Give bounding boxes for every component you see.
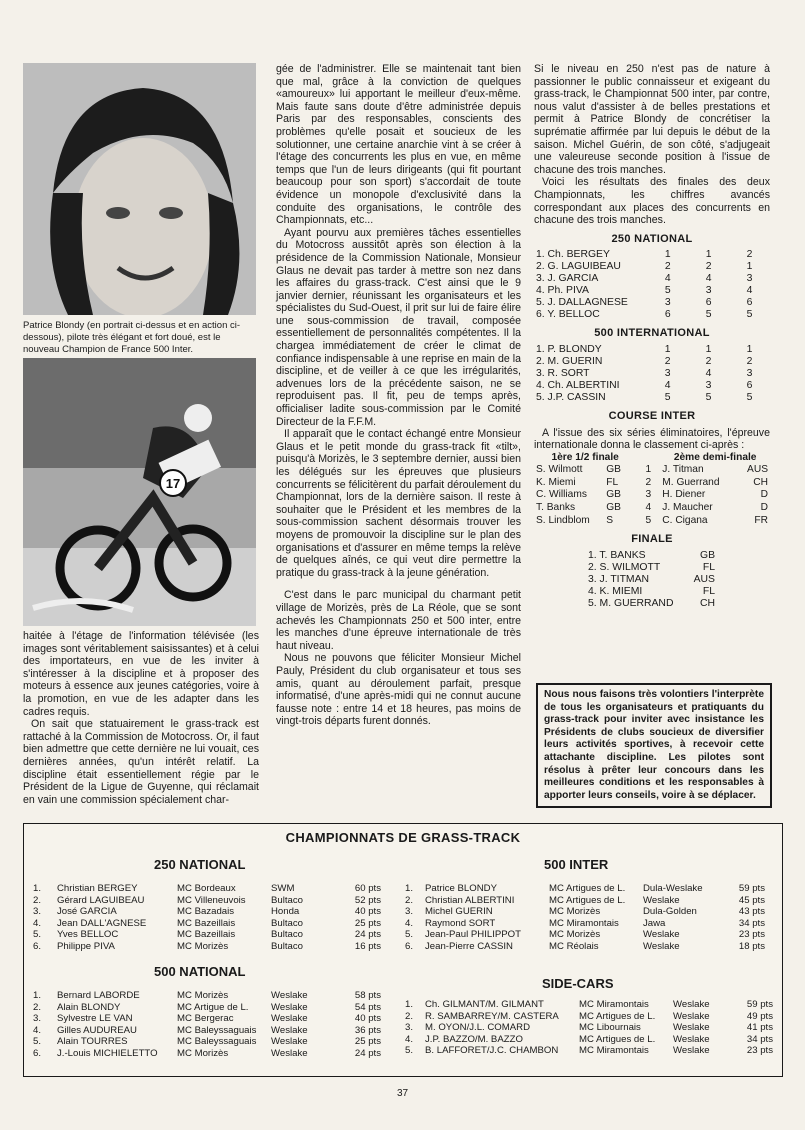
- standing-rank: 2.: [33, 1001, 42, 1013]
- table-row: [534, 502, 770, 515]
- semi-1-country: S: [606, 514, 614, 526]
- heat-3-place: 5: [746, 309, 753, 321]
- table-row: [534, 380, 770, 392]
- standing-club: MC Bergerac: [177, 1013, 234, 1024]
- table-row: [32, 1002, 382, 1014]
- standing-machine: Bultaco: [271, 894, 303, 906]
- standing-rank: 1.: [33, 883, 42, 894]
- semi-2-heading: 2ème demi-finale: [673, 451, 757, 463]
- standing-rider: Christian ALBERTINI: [425, 894, 515, 906]
- table-row: [32, 895, 382, 907]
- standing-rank: 2.: [405, 1010, 414, 1022]
- heat-2-place: 2: [705, 355, 712, 367]
- standing-points: 54 pts: [354, 1001, 381, 1013]
- standing-machine: Weslake: [673, 1010, 710, 1022]
- heat-3-place: 3: [746, 273, 753, 285]
- portrait-photo: [23, 63, 256, 315]
- semi-2-rider: H. Diener: [662, 489, 706, 501]
- standing-rank: 3.: [405, 906, 414, 917]
- standing-points: 24 pts: [354, 929, 381, 940]
- table-row: [32, 918, 382, 930]
- standing-club: MC Morizès: [549, 929, 601, 940]
- standing-machine: Dula-Weslake: [643, 883, 703, 894]
- standing-rider: Patrice BLONDY: [425, 883, 497, 894]
- finale-rider: 4. K. MIEMI: [588, 585, 643, 597]
- standing-rider: Gérard LAGUIBEAU: [57, 894, 145, 906]
- heat-3-place: 2: [746, 355, 753, 367]
- results-250-table: [534, 249, 770, 321]
- rider-name: 5. J.P. CASSIN: [536, 391, 606, 403]
- standing-rider: José GARCIA: [57, 906, 117, 917]
- standing-club: MC Bazeillais: [177, 917, 236, 929]
- standing-machine: Honda: [271, 906, 300, 917]
- action-photo: [23, 358, 256, 626]
- standing-club: MC Bazadais: [177, 906, 235, 917]
- table-row: [534, 297, 770, 309]
- finale-country: CH: [699, 597, 715, 609]
- standing-rider: Jean-Paul PHILIPPOT: [425, 929, 521, 940]
- standing-machine: Weslake: [271, 1001, 308, 1013]
- finale-rider: 2. S. WILMOTT: [588, 561, 661, 573]
- heat-1-place: 5: [664, 391, 671, 403]
- table-row: [586, 574, 717, 586]
- table-row: [534, 309, 770, 321]
- table-row: [404, 1034, 774, 1046]
- heat-1-place: 6: [664, 309, 671, 321]
- semi-2-country: AUS: [747, 464, 768, 476]
- standing-machine: Weslake: [673, 1033, 710, 1045]
- semi-1-country: GB: [606, 464, 621, 476]
- rider-name: 2. M. GUERIN: [536, 355, 603, 367]
- col3-paragraph-2: Voici les résultats des finales des deux Championnats, les chiffres avancés correspondant aux places des concurrents en chacune des trois manches.: [534, 176, 770, 227]
- standing-rank: 3.: [405, 1022, 414, 1033]
- table-row: [534, 392, 770, 404]
- portrait-illustration: [23, 63, 256, 315]
- finale-country: FL: [702, 561, 715, 573]
- rider-name: 3. J. GARCIA: [536, 273, 599, 285]
- heat-3-place: 3: [746, 367, 753, 379]
- standing-machine: SWM: [271, 883, 295, 894]
- table-row: [32, 1048, 382, 1060]
- standing-rank: 3.: [33, 906, 42, 917]
- standing-rank: 6.: [33, 940, 42, 952]
- table-row: [32, 929, 382, 941]
- finale-rider: 3. J. TITMAN: [588, 573, 650, 585]
- semi-2-country: D: [760, 489, 768, 501]
- heat-2-place: 1: [705, 249, 712, 261]
- semi-place: 5: [645, 514, 652, 526]
- standing-machine: Jawa: [643, 917, 666, 929]
- heat-1-place: 4: [664, 273, 671, 285]
- standing-machine: Weslake: [643, 894, 680, 906]
- heat-3-place: 1: [746, 343, 753, 355]
- standing-machine: Weslake: [271, 1013, 308, 1024]
- heat-2-place: 4: [705, 273, 712, 285]
- standing-rider: R. SAMBARREY/M. CASTERA: [425, 1010, 559, 1022]
- table-row: [534, 515, 770, 528]
- standing-machine: Weslake: [673, 1045, 710, 1056]
- standing-points: 58 pts: [354, 990, 381, 1001]
- table-row: [534, 344, 770, 356]
- table-row: [404, 1011, 774, 1023]
- standing-points: 34 pts: [738, 917, 765, 929]
- standing-club: MC Artigues de L.: [579, 1010, 656, 1022]
- table-row: [404, 1022, 774, 1034]
- heat-3-place: 6: [746, 297, 753, 309]
- standing-rider: Jean-Pierre CASSIN: [425, 940, 513, 952]
- heat-2-place: 1: [705, 343, 712, 355]
- table-row: [32, 906, 382, 918]
- standing-points: 23 pts: [738, 929, 765, 940]
- standing-rank: 6.: [33, 1047, 42, 1059]
- heat-3-place: 4: [746, 285, 753, 297]
- heat-2-place: 5: [705, 309, 712, 321]
- standing-points: 23 pts: [746, 1045, 773, 1056]
- standings-panel: [23, 823, 783, 1077]
- rider-name: 3. R. SORT: [536, 367, 590, 379]
- standings-title: CHAMPIONNATS DE GRASS-TRACK: [285, 830, 521, 845]
- standing-machine: Bultaco: [271, 940, 303, 952]
- col2-paragraph-2: Ayant pourvu aux premières tâches essentielles du Motocross aussitôt après son élection à la présidence de la Commission Nationale, Monsieur Glaus ne devait pas tarder à mettre son nez dans les affaires du grass-track. C'est ainsi que le 9 janvier dernier, réunissant les organisateurs et les spécialistes du Sud-Ouest, il prit sur lui de faire élire une sous-commission de travail, composée essentiellement de personnalités compétentes. Il la chargea immédiatement de créer le climat de confiance indispensable à une reprise en main de la discipline, et de veiller à ce que les irrégularités, advenues lors de la précédente saison, ne se reproduisent pas. Il fit, peu de temps après, officialiser ladite sous-commission par le Comité Directeur de la F.F.M.: [276, 226, 521, 428]
- standing-points: 40 pts: [354, 906, 381, 917]
- heat-1-place: 5: [664, 285, 671, 297]
- course-inter-text: A l'issue des six séries éliminatoires, l'épreuve internationale donna le classement ci-après :: [534, 426, 770, 452]
- semi-2-rider: J. Maucher: [662, 502, 713, 514]
- standing-club: MC Morizès: [177, 1047, 229, 1059]
- standing-points: 49 pts: [746, 1010, 773, 1022]
- notice-box: Nous nous faisons très volontiers l'interprète de tous les organisateurs et pratiquants du grass-track pour inviter avec insistance les Présidents de clubs soucieux de diversifier leurs activités sportives, à recevoir cette attachante discipline. Les pilotes sont résolus à prêter leur concours dans les meilleures conditions et les responsables à apporter leurs conseils, voire à se déplacer.: [536, 683, 772, 808]
- standing-rider: Gilles AUDUREAU: [57, 1024, 137, 1036]
- standing-rider: Bernard LABORDE: [57, 990, 140, 1001]
- rider-name: 1. Ch. BERGEY: [536, 249, 610, 261]
- standing-rank: 3.: [33, 1013, 42, 1024]
- finale-table: [586, 550, 717, 610]
- semi-1-rider: K. Miemi: [536, 476, 576, 488]
- standing-points: 16 pts: [354, 940, 381, 952]
- table-row: [586, 550, 717, 562]
- heat-1-place: 4: [664, 379, 671, 391]
- table-row: [404, 895, 766, 907]
- standing-rank: 1.: [405, 999, 414, 1010]
- standing-points: 36 pts: [354, 1024, 381, 1036]
- table-row: [534, 477, 770, 490]
- table-row: [534, 285, 770, 297]
- rider-name: 4. Ph. PIVA: [536, 285, 589, 297]
- standing-club: MC Villeneuvois: [177, 894, 246, 906]
- semi-place: 1: [645, 464, 652, 476]
- standing-rider: M. OYON/J.L. COMARD: [425, 1022, 531, 1033]
- photo-caption: Patrice Blondy (en portrait ci-dessus et en action ci-dessous), pilote très élégant et fort doué, est le nouveau Champion de France 500 Inter.: [23, 320, 241, 355]
- standing-machine: Weslake: [271, 1047, 308, 1059]
- standing-machine: Weslake: [271, 990, 308, 1001]
- standing-points: 60 pts: [354, 883, 381, 894]
- standing-rider: Philippe PIVA: [57, 940, 115, 952]
- standing-club: MC Miramontais: [549, 917, 619, 929]
- heat-3-place: 6: [746, 379, 753, 391]
- semi-2-country: FR: [754, 514, 768, 526]
- finale-country: FL: [702, 585, 715, 597]
- heat-2-place: 4: [705, 367, 712, 379]
- standings-250-title: 250 NATIONAL: [154, 857, 246, 872]
- standing-rank: 5.: [33, 929, 42, 940]
- heat-1-place: 3: [664, 297, 671, 309]
- table-row: [534, 261, 770, 273]
- standings-500n-table: [32, 990, 382, 1059]
- col2-paragraph-5: Nous ne pouvons que féliciter Monsieur Michel Pauly, Président du club organisateur et tous ses amis, quant au déroulement parfait, presque informatisé, d'une après-midi qui ne connut aucune fausse note : entre 14 et 18 heures, pas moins de vingt-trois départs furent donnés.: [276, 652, 521, 728]
- standing-rank: 2.: [33, 894, 42, 906]
- standing-rank: 1.: [405, 883, 414, 894]
- semi-2-rider: C. Cigana: [662, 514, 708, 526]
- standing-points: 25 pts: [354, 1036, 381, 1047]
- standings-500i-table: [404, 883, 766, 952]
- col2-paragraph-4: C'est dans le parc municipal du charmant petit village de Morizès, près de La Réole, que se sont achevés les Championnats 250 et 500 inter, entre les manches d'une épreuve internationale de très haut niveau.: [276, 589, 521, 652]
- table-row: [534, 249, 770, 261]
- heat-3-place: 1: [746, 261, 753, 273]
- standing-club: MC Miramontais: [579, 1045, 649, 1056]
- col1-paragraph-1: haitée à l'étage de l'information télévisée (les images sont véritablement saisissantes) et à celui des importateurs, en vue de les inviter à s'intéresser à la discipline et à proposer des moteurs à essence aux jeunes catégories, voire à la promotion, en vue de les adapter dans les cadres requis.: [23, 630, 259, 718]
- standing-rider: B. LAFFORET/J.C. CHAMBON: [425, 1045, 559, 1056]
- table-row: [404, 883, 766, 895]
- standing-club: MC Artigues de L.: [549, 883, 626, 894]
- heat-3-place: 5: [746, 391, 753, 403]
- standings-500n-title: 500 NATIONAL: [154, 964, 246, 979]
- heat-1-place: 2: [664, 261, 671, 273]
- standing-rider: Ch. GILMANT/M. GILMANT: [425, 999, 544, 1010]
- standing-rank: 4.: [33, 1024, 42, 1036]
- heat-1-place: 1: [664, 343, 671, 355]
- rider-name: 6. Y. BELLOC: [536, 309, 600, 321]
- standing-machine: Bultaco: [271, 917, 303, 929]
- semi-1-country: FL: [606, 476, 619, 488]
- standing-rider: Raymond SORT: [425, 917, 496, 929]
- finale-country: GB: [699, 549, 715, 561]
- table-row: [32, 1013, 382, 1025]
- standing-rider: Alain TOURRES: [57, 1036, 128, 1047]
- standing-machine: Weslake: [271, 1036, 308, 1047]
- results-250-heading: 250 NATIONAL: [611, 232, 693, 245]
- heat-2-place: 3: [705, 285, 712, 297]
- col3-paragraph-1: Si le niveau en 250 n'est pas de nature à passionner le public connaisseur et exigeant du grass-track, le Championnat 500 inter, par contre, nous valut d'assister à de belles prestations et permit à Patrice Blondy de concrétiser la suprématie affirmée par lui depuis le début de la saison. Michel Guérin, de son côté, s'adjugeait une valeureuse seconde position à l'issue de chacune des trois manches.: [534, 63, 770, 176]
- standing-machine: Bultaco: [271, 929, 303, 940]
- standing-machine: Weslake: [271, 1024, 308, 1036]
- table-row: [404, 918, 766, 930]
- page-number: 37: [396, 1088, 409, 1099]
- standing-rank: 5.: [405, 929, 414, 940]
- bike-number: 17: [165, 476, 181, 491]
- col1-paragraph-2: On sait que statuairement le grass-track est rattaché à la Commission de Motocross. Or, il faut bien admettre que cette dernière ne lui vouait, ces dernières années, qu'un intérêt relatif. La discipline était essentiellement régie par le Président de la Ligue de Guyenne, qui réclamait en vain une commission spécialement char-: [23, 718, 259, 806]
- semi-2-rider: M. Guerrand: [662, 476, 720, 488]
- semi-2-rider: J. Titman: [662, 464, 704, 476]
- table-row: [404, 941, 766, 953]
- standing-rank: 4.: [405, 1033, 414, 1045]
- table-row: [32, 1036, 382, 1048]
- standing-club: MC Miramontais: [579, 999, 649, 1010]
- semi-1-rider: S. Lindblom: [536, 514, 590, 526]
- semi-1-country: GB: [606, 502, 621, 514]
- standing-club: MC Bazeillais: [177, 929, 236, 940]
- finale-country: AUS: [693, 573, 715, 585]
- standing-club: MC Libournais: [579, 1022, 641, 1033]
- standing-club: MC Réolais: [549, 940, 599, 952]
- table-row: [534, 464, 770, 477]
- standing-points: 52 pts: [354, 894, 381, 906]
- table-row: [32, 1025, 382, 1037]
- motorcycle-illustration: [23, 358, 256, 626]
- standings-500i-title: 500 INTER: [544, 857, 609, 872]
- standing-points: 34 pts: [746, 1033, 773, 1045]
- standing-points: 24 pts: [354, 1047, 381, 1059]
- column-2-text: [276, 63, 521, 728]
- finale-heading: FINALE: [631, 533, 673, 546]
- standing-rank: 5.: [33, 1036, 42, 1047]
- standing-points: 45 pts: [738, 894, 765, 906]
- standings-sidecars-table: [404, 999, 774, 1057]
- heat-1-place: 3: [664, 367, 671, 379]
- standing-club: MC Bordeaux: [177, 883, 236, 894]
- heat-1-place: 1: [664, 249, 671, 261]
- heat-2-place: 2: [705, 261, 712, 273]
- standing-rank: 5.: [405, 1045, 414, 1056]
- standing-rider: Yves BELLOC: [57, 929, 119, 940]
- standing-club: MC Morizès: [177, 940, 229, 952]
- table-row: [32, 941, 382, 953]
- standing-points: 43 pts: [738, 906, 765, 917]
- rider-name: 4. Ch. ALBERTINI: [536, 379, 620, 391]
- standing-club: MC Artigues de L.: [549, 894, 626, 906]
- table-row: [534, 368, 770, 380]
- standing-rider: J.-Louis MICHIELETTO: [57, 1047, 158, 1059]
- semi-place: 4: [645, 502, 652, 514]
- heat-3-place: 2: [746, 249, 753, 261]
- standing-rider: Sylvestre LE VAN: [57, 1013, 133, 1024]
- table-row: [586, 586, 717, 598]
- table-row: [586, 562, 717, 574]
- standing-club: MC Morizès: [177, 990, 229, 1001]
- semi-1-rider: S. Wilmott: [536, 464, 583, 476]
- standing-points: 40 pts: [354, 1013, 381, 1024]
- table-row: [404, 929, 766, 941]
- standing-club: MC Baleyssaguais: [177, 1036, 257, 1047]
- course-inter-heading: COURSE INTER: [608, 409, 696, 422]
- standings-sidecars-title: SIDE-CARS: [542, 976, 614, 991]
- column-3: [534, 63, 770, 610]
- standing-points: 59 pts: [746, 999, 773, 1010]
- standing-rank: 6.: [405, 940, 414, 952]
- standing-rider: Christian BERGEY: [57, 883, 138, 894]
- standing-rider: J.P. BAZZO/M. BAZZO: [425, 1033, 523, 1045]
- results-500-table: [534, 344, 770, 404]
- standing-points: 59 pts: [738, 883, 765, 894]
- table-row: [534, 356, 770, 368]
- standing-club: MC Artigues de L.: [579, 1033, 656, 1045]
- standing-rider: Michel GUERIN: [425, 906, 493, 917]
- standing-machine: Weslake: [673, 999, 710, 1010]
- standing-points: 41 pts: [746, 1022, 773, 1033]
- standing-machine: Weslake: [643, 940, 680, 952]
- standing-machine: Weslake: [673, 1022, 710, 1033]
- standings-250-table: [32, 883, 382, 952]
- semi-1-rider: T. Banks: [536, 502, 576, 514]
- semi-finals-table: [534, 452, 770, 528]
- standing-points: 25 pts: [354, 917, 381, 929]
- rider-name: 5. J. DALLAGNESE: [536, 297, 628, 309]
- semi-1-heading: 1ère 1/2 finale: [551, 451, 619, 463]
- standing-machine: Dula-Golden: [643, 906, 697, 917]
- finale-rider: 1. T. BANKS: [588, 549, 646, 561]
- col2-paragraph-1: gée de l'administrer. Elle se maintenait tant bien que mal, grâce à la conviction de quelques «amoureux» lui apportant le meilleur d'eux-même. Mais faute sans doute d'être administrée depuis Paris par des responsables, conscients des problèmes qu'elle posait et soucieux de les solutionner, une certaine anarchie vint à se créer à l'étage des concurrents les plus en vue, en même temps que l'un de leurs dirigeants (qui fit pourtant beaucoup pour son sport) s'accordait de toute évidence un monopole d'exclusivité dans la conduite des organisations, le contrôle des Championnats, etc...: [276, 63, 521, 227]
- standing-club: MC Artigue de L.: [177, 1001, 249, 1013]
- heat-1-place: 2: [664, 355, 671, 367]
- standing-rank: 1.: [33, 990, 42, 1001]
- table-row: [32, 990, 382, 1002]
- standing-machine: Weslake: [643, 929, 680, 940]
- col2-paragraph-3: Il apparaît que le contact échangé entre Monsieur Glaus et le petit monde du grass-track fit «tilt», puisqu'à Morizès, le 3 septembre dernier, aussi bien les délégués sur les épreuves que plusieurs concurrents se félicitèrent du parfait déroulement du Championnat, lors de la dernière saison. Il reste à souhaiter que le Président et les membres de la sous-commission sachent désormais trouver les moyens de promouvoir la discipline sur le plan des organisations et d'assurer en même temps la relève de quelques aînés, ce qui veut dire permettre la pratique du grass-track à la jeune génération.: [276, 428, 521, 579]
- standing-rank: 2.: [405, 894, 414, 906]
- finale-rider: 5. M. GUERRAND: [588, 597, 674, 609]
- semi-2-country: CH: [753, 476, 768, 488]
- semi-2-country: D: [760, 502, 768, 514]
- table-row: [404, 906, 766, 918]
- rider-name: 2. G. LAGUIBEAU: [536, 261, 621, 273]
- standing-club: MC Baleyssaguais: [177, 1024, 257, 1036]
- standing-points: 18 pts: [738, 940, 765, 952]
- standing-rank: 4.: [33, 917, 42, 929]
- heat-2-place: 3: [705, 379, 712, 391]
- table-row: [534, 489, 770, 502]
- heat-2-place: 5: [705, 391, 712, 403]
- results-500-heading: 500 INTERNATIONAL: [594, 327, 710, 340]
- semi-1-country: GB: [606, 489, 621, 501]
- standing-rider: Alain BLONDY: [57, 1001, 121, 1013]
- table-row: [404, 1045, 774, 1057]
- column-1-text: [23, 630, 259, 806]
- heat-2-place: 6: [705, 297, 712, 309]
- table-row: [586, 598, 717, 610]
- table-row: [32, 883, 382, 895]
- standing-club: MC Morizès: [549, 906, 601, 917]
- table-row: [534, 273, 770, 285]
- standing-rank: 4.: [405, 917, 414, 929]
- rider-name: 1. P. BLONDY: [536, 343, 602, 355]
- semi-place: 2: [645, 476, 652, 488]
- standing-rider: Jean DALL'AGNESE: [57, 917, 147, 929]
- semi-place: 3: [645, 489, 652, 501]
- table-row: [404, 999, 774, 1011]
- semi-1-rider: C. Williams: [536, 489, 587, 501]
